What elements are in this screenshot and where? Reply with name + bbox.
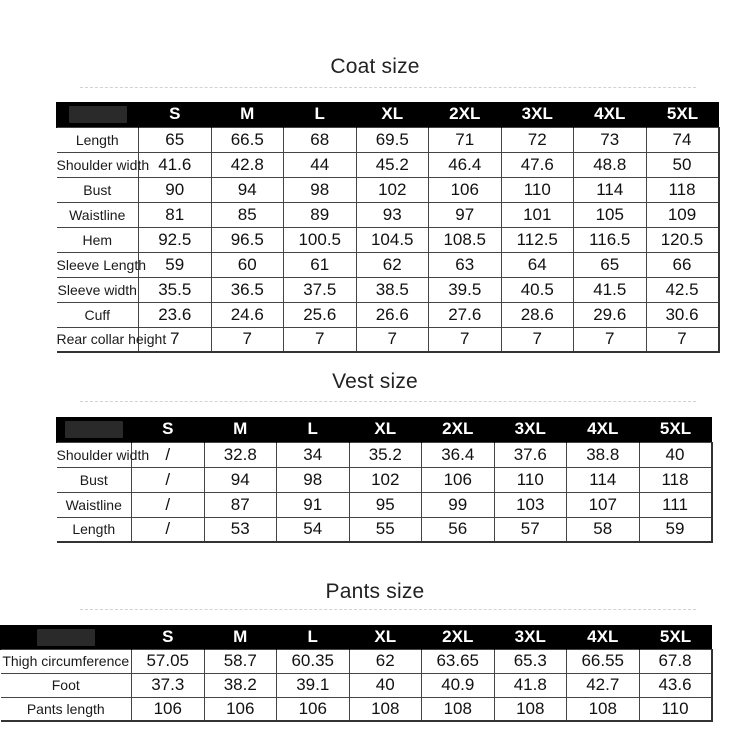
vest-size-title: Vest size [332, 370, 418, 393]
measurement-value: 87 [204, 492, 277, 517]
measurement-value: 74 [646, 127, 719, 152]
measurement-value: 108 [422, 697, 495, 721]
measurement-value: 111 [639, 492, 712, 517]
pants-header-row [1, 625, 712, 649]
measurement-value: 47.6 [501, 152, 574, 177]
measurement-value: 40 [639, 442, 712, 467]
measurement-value: 90 [139, 177, 212, 202]
coat-divider [80, 87, 696, 88]
measurement-value: / [132, 442, 205, 467]
measurement-value: 110 [639, 697, 712, 721]
measurement-value: 61 [284, 252, 357, 277]
measurement-value: 35.2 [349, 442, 422, 467]
measurement-value: 106 [132, 697, 205, 721]
measurement-value: 108 [349, 697, 422, 721]
measurement-value: 39.1 [277, 673, 350, 697]
measurement-value: 58.7 [204, 649, 277, 673]
measurement-value: 89 [284, 202, 357, 227]
pants-divider [80, 609, 696, 610]
measurement-value: / [132, 492, 205, 517]
table-row [1, 697, 712, 721]
measurement-value: 106 [277, 697, 350, 721]
measurement-value: 38.8 [567, 442, 640, 467]
size-header: S [139, 102, 212, 127]
measurement-value: 106 [429, 177, 502, 202]
measurement-value: 63 [429, 252, 502, 277]
measurement-value: 37.6 [494, 442, 567, 467]
table-row [1, 649, 712, 673]
measurement-value: 42.8 [211, 152, 284, 177]
measurement-value: 73 [574, 127, 647, 152]
measurement-label: Pants length [1, 697, 132, 721]
measurement-value: 108 [494, 697, 567, 721]
measurement-label: Thigh circumference [1, 649, 132, 673]
size-header: XL [356, 102, 429, 127]
table-row [57, 277, 719, 302]
measurement-label: Sleeve Length [57, 252, 139, 277]
measurement-label: Sleeve width [57, 277, 139, 302]
measurement-label: Shoulder width [57, 152, 139, 177]
measurement-value: 23.6 [139, 302, 212, 327]
vest-divider [80, 401, 696, 402]
measurement-value: 91 [277, 492, 350, 517]
measurement-value: 100.5 [284, 227, 357, 252]
measurement-value: 60 [211, 252, 284, 277]
measurement-value: 44 [284, 152, 357, 177]
measurement-value: 35.5 [139, 277, 212, 302]
measurement-value: 62 [356, 252, 429, 277]
redacted-block [37, 629, 95, 646]
measurement-value: 64 [501, 252, 574, 277]
measurement-value: 7 [356, 327, 429, 352]
measurement-value: 116.5 [574, 227, 647, 252]
measurement-value: 104.5 [356, 227, 429, 252]
table-row [57, 517, 712, 542]
measurement-value: 54 [277, 517, 350, 542]
measurement-value: 7 [139, 327, 212, 352]
measurement-value: 102 [349, 467, 422, 492]
measurement-value: 114 [567, 467, 640, 492]
size-header: S [132, 417, 205, 442]
measurement-value: 65 [139, 127, 212, 152]
measurement-value: 24.6 [211, 302, 284, 327]
measurement-value: 69.5 [356, 127, 429, 152]
measurement-value: 39.5 [429, 277, 502, 302]
measurement-value: 99 [422, 492, 495, 517]
measurement-value: 98 [284, 177, 357, 202]
measurement-value: 94 [204, 467, 277, 492]
measurement-value: 7 [574, 327, 647, 352]
measurement-value: 36.5 [211, 277, 284, 302]
measurement-value: 68 [284, 127, 357, 152]
pants-header-corner [1, 625, 132, 649]
table-row [57, 202, 719, 227]
measurement-value: / [132, 467, 205, 492]
measurement-label: Length [57, 517, 132, 542]
measurement-value: 118 [639, 467, 712, 492]
measurement-value: 94 [211, 177, 284, 202]
size-header: 4XL [567, 417, 640, 442]
measurement-value: 40.9 [422, 673, 495, 697]
redacted-block [65, 421, 123, 438]
vest-header-corner [57, 417, 132, 442]
measurement-value: 112.5 [501, 227, 574, 252]
measurement-value: 120.5 [646, 227, 719, 252]
measurement-value: 107 [567, 492, 640, 517]
size-header: M [204, 417, 277, 442]
measurement-value: 43.6 [639, 673, 712, 697]
size-header: XL [349, 625, 422, 649]
measurement-value: 7 [646, 327, 719, 352]
measurement-value: 41.5 [574, 277, 647, 302]
measurement-value: 93 [356, 202, 429, 227]
redacted-block [69, 106, 127, 123]
table-row [57, 467, 712, 492]
size-header: 3XL [494, 625, 567, 649]
measurement-value: 37.3 [132, 673, 205, 697]
measurement-label: Hem [57, 227, 139, 252]
size-header: 5XL [639, 625, 712, 649]
measurement-value: 85 [211, 202, 284, 227]
measurement-value: 30.6 [646, 302, 719, 327]
measurement-value: 97 [429, 202, 502, 227]
measurement-value: 59 [639, 517, 712, 542]
measurement-value: 65.3 [494, 649, 567, 673]
size-header: 4XL [574, 102, 647, 127]
measurement-value: 7 [501, 327, 574, 352]
measurement-value: 60.35 [277, 649, 350, 673]
vest-header-row [57, 417, 712, 442]
size-header: L [277, 417, 350, 442]
measurement-value: 50 [646, 152, 719, 177]
measurement-value: 41.6 [139, 152, 212, 177]
measurement-value: 108 [567, 697, 640, 721]
measurement-value: 106 [204, 697, 277, 721]
size-header: 2XL [429, 102, 502, 127]
coat-header-row [57, 102, 719, 127]
measurement-value: 7 [211, 327, 284, 352]
measurement-value: 92.5 [139, 227, 212, 252]
measurement-value: 57.05 [132, 649, 205, 673]
table-row [1, 673, 712, 697]
measurement-value: 101 [501, 202, 574, 227]
measurement-value: 71 [429, 127, 502, 152]
measurement-value: 95 [349, 492, 422, 517]
table-row [57, 327, 719, 352]
size-header: XL [349, 417, 422, 442]
pants-size-table [0, 625, 713, 722]
table-row [57, 152, 719, 177]
size-header: 5XL [646, 102, 719, 127]
measurement-label: Foot [1, 673, 132, 697]
measurement-value: 27.6 [429, 302, 502, 327]
measurement-value: 98 [277, 467, 350, 492]
measurement-value: 7 [429, 327, 502, 352]
measurement-value: 46.4 [429, 152, 502, 177]
measurement-value: 109 [646, 202, 719, 227]
measurement-label: Waistline [57, 492, 132, 517]
size-header: 2XL [422, 625, 495, 649]
measurement-value: 36.4 [422, 442, 495, 467]
measurement-value: 40 [349, 673, 422, 697]
table-row [57, 177, 719, 202]
table-row [57, 252, 719, 277]
measurement-value: 41.8 [494, 673, 567, 697]
vest-size-table [56, 417, 713, 543]
measurement-value: 96.5 [211, 227, 284, 252]
coat-header-corner [57, 102, 139, 127]
measurement-value: 40.5 [501, 277, 574, 302]
size-header: M [204, 625, 277, 649]
measurement-value: 118 [646, 177, 719, 202]
measurement-value: 67.8 [639, 649, 712, 673]
pants-size-title: Pants size [325, 580, 425, 603]
measurement-value: 59 [139, 252, 212, 277]
measurement-value: 103 [494, 492, 567, 517]
measurement-value: 81 [139, 202, 212, 227]
size-header: 3XL [494, 417, 567, 442]
size-header: 2XL [422, 417, 495, 442]
measurement-value: 42.5 [646, 277, 719, 302]
measurement-value: 38.5 [356, 277, 429, 302]
measurement-value: 53 [204, 517, 277, 542]
table-row [57, 302, 719, 327]
table-row [57, 127, 719, 152]
measurement-value: 110 [501, 177, 574, 202]
measurement-value: 25.6 [284, 302, 357, 327]
size-header: M [211, 102, 284, 127]
measurement-value: 28.6 [501, 302, 574, 327]
measurement-value: 57 [494, 517, 567, 542]
measurement-value: 34 [277, 442, 350, 467]
measurement-value: 37.5 [284, 277, 357, 302]
size-header: 3XL [501, 102, 574, 127]
measurement-label: Shoulder width [57, 442, 132, 467]
size-header: 5XL [639, 417, 712, 442]
measurement-value: 55 [349, 517, 422, 542]
measurement-value: 29.6 [574, 302, 647, 327]
measurement-value: 114 [574, 177, 647, 202]
measurement-value: / [132, 517, 205, 542]
measurement-value: 102 [356, 177, 429, 202]
measurement-value: 65 [574, 252, 647, 277]
measurement-value: 66.55 [567, 649, 640, 673]
measurement-value: 63.65 [422, 649, 495, 673]
measurement-value: 72 [501, 127, 574, 152]
measurement-label: Waistline [57, 202, 139, 227]
measurement-value: 108.5 [429, 227, 502, 252]
measurement-value: 58 [567, 517, 640, 542]
measurement-label: Cuff [57, 302, 139, 327]
measurement-value: 106 [422, 467, 495, 492]
measurement-value: 105 [574, 202, 647, 227]
coat-size-title: Coat size [330, 55, 420, 78]
measurement-value: 48.8 [574, 152, 647, 177]
measurement-label: Length [57, 127, 139, 152]
coat-size-table [56, 102, 720, 353]
size-header: S [132, 625, 205, 649]
measurement-value: 45.2 [356, 152, 429, 177]
measurement-value: 7 [284, 327, 357, 352]
measurement-label: Bust [57, 467, 132, 492]
table-row [57, 492, 712, 517]
measurement-label: Bust [57, 177, 139, 202]
measurement-value: 32.8 [204, 442, 277, 467]
size-header: L [277, 625, 350, 649]
measurement-value: 26.6 [356, 302, 429, 327]
size-header: L [284, 102, 357, 127]
size-header: 4XL [567, 625, 640, 649]
measurement-value: 62 [349, 649, 422, 673]
measurement-value: 42.7 [567, 673, 640, 697]
measurement-label: Rear collar height [57, 327, 139, 352]
measurement-value: 66 [646, 252, 719, 277]
measurement-value: 110 [494, 467, 567, 492]
measurement-value: 66.5 [211, 127, 284, 152]
measurement-value: 56 [422, 517, 495, 542]
measurement-value: 38.2 [204, 673, 277, 697]
table-row [57, 227, 719, 252]
table-row [57, 442, 712, 467]
